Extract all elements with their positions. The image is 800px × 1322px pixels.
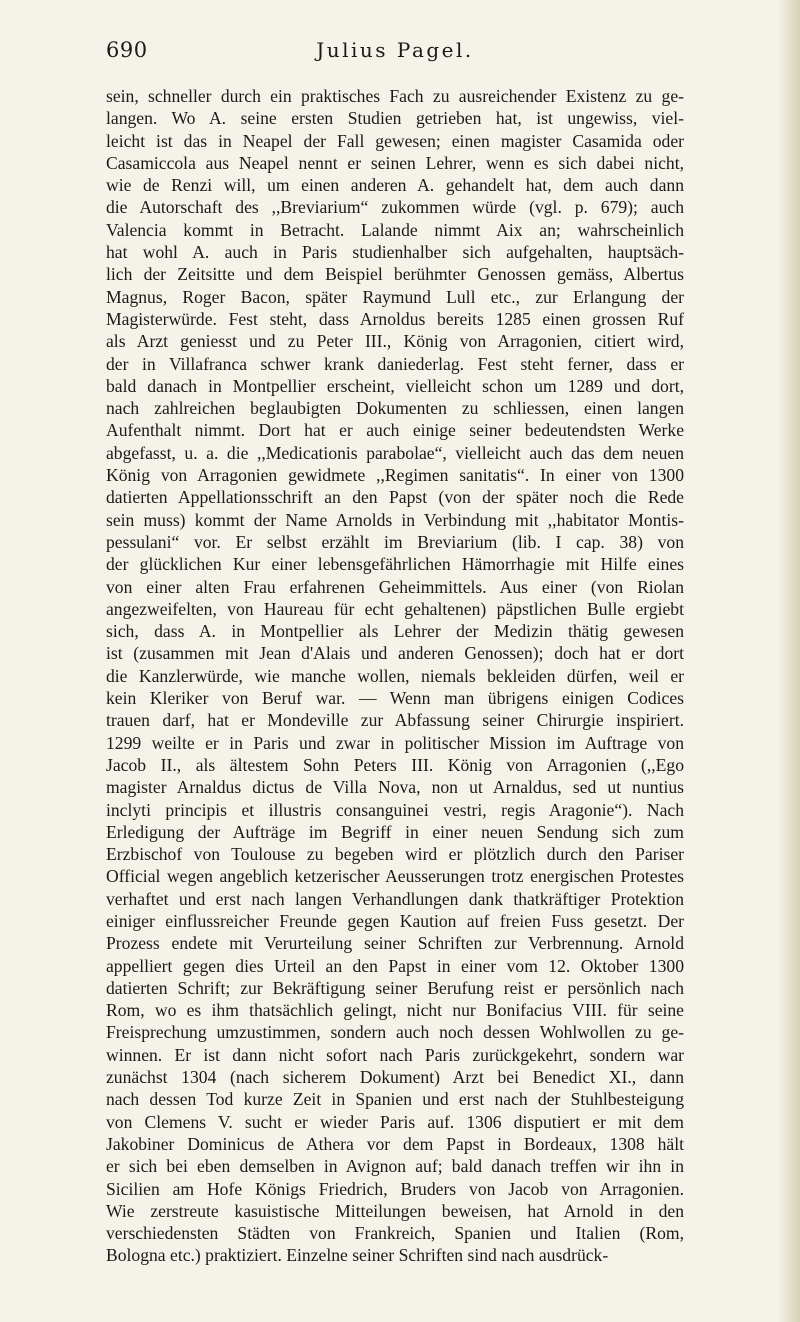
text-line: verschiedensten Städten von Frankreich, Spanien und Italien (Rom, <box>106 1223 684 1244</box>
text-line: zunächst 1304 (nach sicherem Dokument) Arzt bei Benedict XI., dann <box>106 1067 684 1088</box>
text-line: die Autorschaft des ,,Breviarium“ zukommen würde (vgl. p. 679); auch <box>106 197 684 218</box>
text-line: nach dessen Tod kurze Zeit in Spanien und erst nach der Stuhlbesteigung <box>106 1089 684 1110</box>
text-line: pessulani“ vor. Er selbst erzählt im Breviarium (lib. I cap. 38) von <box>106 531 684 552</box>
text-line: nach zahlreichen beglaubigten Dokumenten zu schliessen, einen langen <box>106 398 684 419</box>
text-line: datierten Schrift; zur Bekräftigung seiner Berufung reist er persönlich nach <box>106 977 684 998</box>
text-line: Magnus, Roger Bacon, später Raymund Lull etc., zur Erlangung der <box>106 286 684 307</box>
text-line: bald danach in Montpellier erscheint, vielleicht schon um 1289 und dort, <box>106 375 684 396</box>
text-line: datierten Appellationsschrift an den Papst (von der später noch die Rede <box>106 487 684 508</box>
text-line: abgefasst, u. a. die ,,Medicationis parabolae“, vielleicht auch das dem neuen <box>106 442 684 463</box>
text-line: Casamiccola aus Neapel nennt er seinen Lehrer, wenn es sich dabei nicht, <box>106 152 684 173</box>
text-line: Magisterwürde. Fest steht, dass Arnoldus bereits 1285 einen grossen Ruf <box>106 308 684 329</box>
text-line: Bologna etc.) praktiziert. Einzelne seiner Schriften sind nach ausdrück- <box>106 1245 609 1266</box>
text-line: Jakobiner Dominicus de Athera vor dem Papst in Bordeaux, 1308 hält <box>106 1133 684 1154</box>
text-line: verhaftet und erst nach langen Verhandlungen dank thatkräftiger Protektion <box>106 888 684 909</box>
text-line: die Kanzlerwürde, wie manche wollen, niemals bekleiden dürfen, weil er <box>106 665 684 686</box>
text-line: winnen. Er ist dann nicht sofort nach Paris zurückgekehrt, sondern war <box>106 1044 684 1065</box>
text-line: sein muss) kommt der Name Arnolds in Verbindung mit ,,habitator Montis- <box>106 509 684 530</box>
text-line: wie de Renzi will, um einen anderen A. gehandelt hat, dem auch dann <box>106 175 684 196</box>
text-line: leicht ist das in Neapel der Fall gewesen; einen magister Casamida oder <box>106 130 684 151</box>
text-line: sein, schneller durch ein praktisches Fach zu ausreichender Existenz zu ge- <box>106 86 684 106</box>
text-line: lich der Zeitsitte und dem Beispiel berühmter Genossen gemäss, Albertus <box>106 264 684 285</box>
text-line: der glücklichen Kur einer lebensgefährlichen Hämorrhagie mit Hilfe eines <box>106 554 684 575</box>
text-line: Jacob II., als ältestem Sohn Peters III. König von Arragonien (,,Ego <box>106 754 684 775</box>
text-line: einiger einflussreicher Freunde gegen Kaution auf freien Fuss gesetzt. Der <box>106 910 684 931</box>
text-line: Erledigung der Aufträge im Begriff in einer neuen Sendung sich zum <box>106 821 684 842</box>
text-line: angezweifelten, von Haureau für echt gehaltenen) päpstlichen Bulle ergiebt <box>106 598 684 619</box>
text-line: Rom, wo es ihm thatsächlich gelingt, nicht nur Bonifacius VIII. für seine <box>106 1000 684 1021</box>
text-line: Freisprechung umzustimmen, sondern auch noch dessen Wohlwollen zu ge- <box>106 1022 684 1043</box>
text-line: Valencia kommt in Betracht. Lalande nimmt Aix an; wahrscheinlich <box>106 219 684 240</box>
text-line: von einer alten Frau erfahrenen Geheimmittels. Aus einer (von Riolan <box>106 576 684 597</box>
text-line: er sich bei eben demselben in Avignon auf; bald danach treffen wir ihn in <box>106 1156 684 1177</box>
text-line: Official wegen angeblich ketzerischer Aeusserungen trotz energischen Protestes <box>106 866 684 887</box>
text-line: magister Arnaldus dictus de Villa Nova, non ut Arnaldus, sed ut nuntius <box>106 777 684 798</box>
text-line: Wie zerstreute kasuistische Mitteilungen beweisen, hat Arnold in den <box>106 1200 684 1221</box>
text-line: von Clemens V. sucht er wieder Paris auf. 1306 disputiert er mit dem <box>106 1111 684 1132</box>
text-line: der in Villafranca schwer krank daniederlag. Fest steht ferner, dass er <box>106 353 684 374</box>
body-text <box>106 85 684 1267</box>
page-edge-shadow <box>778 0 800 1322</box>
text-line: inclyti principis et illustris consanguinei vestri, regis Aragonie“). Nach <box>106 799 684 820</box>
text-line: kein Kleriker von Beruf war. — Wenn man übrigens einigen Codices <box>106 688 684 709</box>
page-header <box>106 38 684 68</box>
text-line: appelliert gegen dies Urteil an den Papst in einer vom 12. Oktober 1300 <box>106 955 684 976</box>
text-line: Sicilien am Hofe Königs Friedrich, Bruders von Jacob von Arragonien. <box>106 1178 684 1199</box>
text-line: ist (zusammen mit Jean d'Alais und anderen Genossen); doch hat er dort <box>106 643 684 664</box>
text-line: Erzbischof von Toulouse zu begeben wird er plötzlich durch den Pariser <box>106 844 684 865</box>
text-line: langen. Wo A. seine ersten Studien getrieben hat, ist ungewiss, viel- <box>106 108 684 129</box>
text-line: sich, dass A. in Montpellier als Lehrer der Medizin thätig gewesen <box>106 621 684 642</box>
page-number: 690 <box>106 38 148 62</box>
text-line: Prozess endete mit Verurteilung seiner Schriften zur Verbrennung. Arnold <box>106 933 684 954</box>
running-title: Julius Pagel. <box>316 38 474 62</box>
text-line: Aufenthalt nimmt. Dort hat er auch einige seiner bedeutendsten Werke <box>106 420 684 441</box>
text-line: trauen darf, hat er Mondeville zur Abfassung seiner Chirurgie inspiriert. <box>106 710 684 731</box>
text-line: König von Arragonien gewidmete ,,Regimen sanitatis“. In einer von 1300 <box>106 465 684 486</box>
text-line: hat wohl A. auch in Paris studienhalber sich aufgehalten, hauptsäch- <box>106 242 684 263</box>
text-line: als Arzt geniesst und zu Peter III., König von Arragonien, citiert wird, <box>106 331 684 352</box>
text-line: 1299 weilte er in Paris und zwar in politischer Mission im Auftrage von <box>106 732 684 753</box>
